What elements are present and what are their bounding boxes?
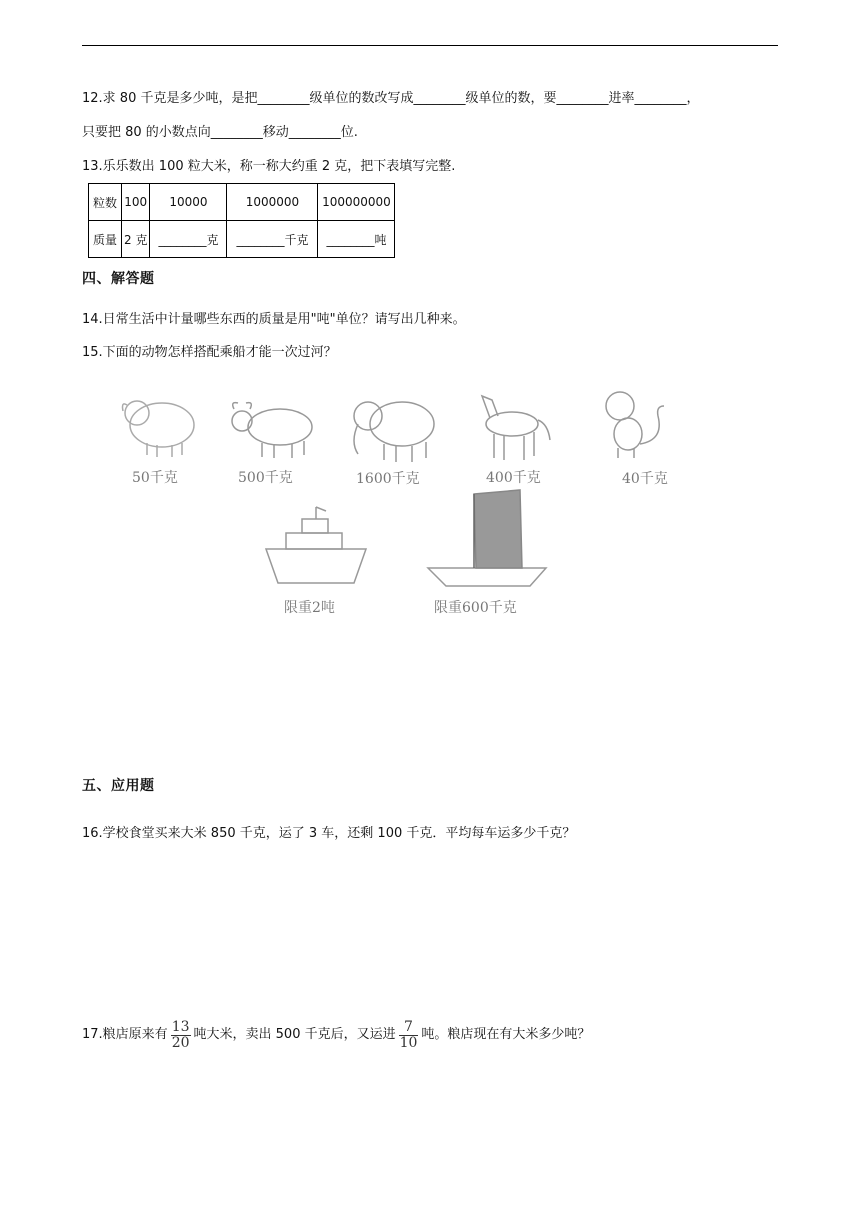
table-row (89, 184, 395, 221)
section-4-heading: 四、解答题 (82, 271, 155, 287)
fraction-denominator: 20 (171, 1034, 190, 1051)
question-12-line-2: 只要把 80 的小数点向________移动________位. (82, 125, 358, 140)
rice-weight-table (88, 183, 395, 258)
elephant-icon (340, 388, 440, 466)
steamship-limit-label: 限重2吨 (284, 600, 335, 616)
question-17 (82, 1018, 590, 1052)
sheep-icon (112, 385, 202, 465)
sailboat-icon (426, 488, 554, 588)
section-5-heading: 五、应用题 (82, 778, 155, 794)
table-cell: 粒数 (89, 184, 122, 221)
monkey-weight-label: 40千克 (622, 471, 668, 487)
table-cell: ________吨 (318, 221, 395, 258)
steamship-icon (262, 505, 374, 587)
question-12-line-1: 12.求 80 千克是多少吨，是把________级单位的数改写成________级单位的数，要________进率________， (82, 91, 700, 106)
elephant-weight-label: 1600千克 (356, 471, 420, 487)
fraction-numerator: 13 (171, 1018, 190, 1035)
sailboat-limit-label: 限重600千克 (434, 600, 517, 616)
question-14-text: 14.日常生活中计量哪些东西的质量是用"吨"单位？请写出几种来。 (82, 312, 466, 327)
table-cell: 质量 (89, 221, 122, 258)
monkey-icon (594, 384, 678, 464)
question-15-text: 15.下面的动物怎样搭配乘船才能一次过河？ (82, 345, 337, 360)
table-cell: 100 (122, 184, 150, 221)
header-rule (82, 45, 778, 46)
question-17-prefix: 17.粮店原来有 (82, 1027, 168, 1042)
ox-weight-label: 500千克 (238, 470, 293, 486)
question-17-suffix: 吨。粮店现在有大米多少吨？ (421, 1027, 591, 1042)
table-cell: ________千克 (227, 221, 318, 258)
horse-icon (466, 388, 554, 464)
fraction-numerator: 7 (399, 1020, 419, 1036)
question-16-text: 16.学校食堂买来大米 850 千克，运了 3 车，还剩 100 千克．平均每车运多少千克？ (82, 826, 576, 841)
fraction-13-20 (171, 1020, 191, 1051)
sheep-weight-label: 50千克 (132, 470, 178, 486)
ox-icon (222, 397, 317, 465)
table-cell: 1000000 (227, 184, 318, 221)
table-cell: 2 克 (122, 221, 150, 258)
table-cell: 100000000 (318, 184, 395, 221)
question-13-text: 13.乐乐数出 100 粒大米，称一称大约重 2 克，把下表填写完整. (82, 159, 456, 174)
table-cell: ________克 (150, 221, 227, 258)
fraction-7-10 (399, 1020, 419, 1051)
fraction-denominator: 10 (399, 1034, 418, 1051)
horse-weight-label: 400千克 (486, 470, 541, 486)
question-17-middle: 吨大米，卖出 500 千克后，又运进 (193, 1027, 396, 1042)
table-cell: 10000 (150, 184, 227, 221)
table-row (89, 221, 395, 258)
